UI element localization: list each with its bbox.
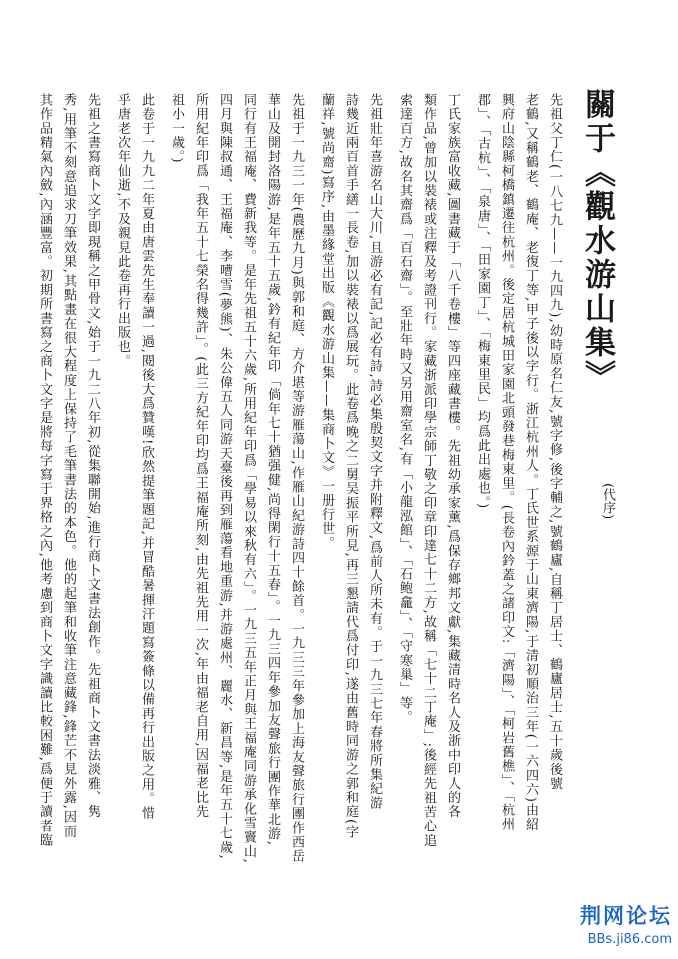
forum-watermark <box>580 900 672 947</box>
text-column: 先祖壯年喜游名山大川,且游必有記,記必有詩,詩必集殷契文字并附釋文,爲前人所未有。于一九三七年春將所集紀游 <box>367 93 382 811</box>
text-column: 此卷于一九九二年夏由唐雲先生奉讀一過,閱後大爲贊嘆!欣然提筆題記,并冒酷暑揮汗題寫簽條以備再行出版之用。惜 <box>139 93 154 821</box>
text-column: 郡」、「古杭」、「泉唐」、「田家園丁」、「梅東里民」均爲此出處也。) <box>475 93 490 510</box>
text-column: 秀,用筆不刻意追求刀筆效果,其點畫在很大程度上保持了毛筆書法的本色。他的起筆和收筆注意藏鋒,鋒芒不見外露,因而 <box>61 93 76 839</box>
text-column: 先祖于一九三一年(農歷九月)與郭和庭、方介堪等游雁蕩山,作雁山紀游詩四十餘首。一九三三年參加上海友聲旅行團作西岳 <box>289 93 304 864</box>
text-column: 詩幾近兩百首手繕一長卷,加以裝裱以爲展玩。此卷爲晚之二舅吴振平所見,再三懇請代爲付印,遂由舊時同游之郭和庭(字 <box>343 93 358 840</box>
text-column: 祖小一歲。) <box>169 93 184 164</box>
watermark-name: 荆网论坛 <box>580 904 672 928</box>
text-column: 乎唐老次年仙逝,不及親見此卷再行出版也。 <box>115 93 130 369</box>
text-column: 類作品,曾加以裝裱或注釋及考證刊行。家藏浙派印學宗師丁敬之印章印達七十二方,故稱「七十二丁庵」;後經先祖苦心追 <box>421 93 436 848</box>
article-title: 關于《觀水游山集》 <box>579 88 615 394</box>
text-column: 四月與陳叔通、王福庵、李嘈雪(夢熊)、朱公偉五人同游天臺後再到雁蕩看地重游,并游處州、麗水、新昌等,是年五十七歲, <box>217 93 232 860</box>
article-subtitle: (代序) <box>600 483 615 520</box>
text-column: 蘭祥,號尚齋)寫序,由墨緣堂出版《觀水游山集——集商卜文》一册行世。 <box>319 93 334 551</box>
text-column: 同行有王福庵、費新我等。是年先祖五十六歲,所用紀年印爲「學易以來秋有六」。一九三五年正月與王福庵同游承化雪竇山, <box>241 93 256 864</box>
text-column: 興府山陰縣柯橋鎮遷往杭州。後定居杭城田家園北頭發巷梅東里。(長卷內鈐蓋之諸印文:「濟陽」、「柯岩舊樵」、「杭州 <box>499 93 514 832</box>
watermark-url: BBs.ji86.com <box>587 932 672 947</box>
text-column: 其作品精氣內斂,內涵豐富。初期所書寫之商卜文字是將每字寫于界格之內,他考慮到商卜文字識讀比較困難,爲便于讀者臨 <box>37 93 52 848</box>
text-column: 所用紀年印爲「我年五十七榮名得幾許」。(此三方紀年印均爲王福庵所刻,由先祖先用一次,年由福老自用,因福老比先 <box>193 93 208 819</box>
text-column: 丁氏家族富收藏,圖書藏于「八千卷樓」等四座藏書樓。先祖幼承家薰,爲保存鄉邦文獻,集藏清時名人及浙中印人的各 <box>445 93 460 819</box>
text-column: 索達百方,故名其齋爲「百石齋」。至壯年時又另用齋室名,有「小龍泓館」、「石鲍龕」、「守寒巢」等。 <box>397 93 412 725</box>
text-column: 華山及開封洛陽游,是年五十五歲,鈐有紀年印「倘年七十猶强健,尚得閑行十五春」。一九三四年參加友聲旅行團作華北游, <box>265 93 280 847</box>
text-column: 老鶴,又稱鶴老、鶴庵、老復丁等,甲子後以字行。浙江杭州人。丁氏世系源于山東濟陽,于清初順治三年(一六四六)由紹 <box>523 93 538 832</box>
text-column: 先祖之書寫商卜文字即現稱之甲骨文,始于一九二八年初,從集聯開始,進行商卜文書法創作。先祖商卜文書法淡雅、隽 <box>85 93 100 819</box>
text-column: 先祖父丁仁(一八七九——一九四九),幼時原名仁友,號字修,後字輔之,號鶴廬,自稱丁居士、鶴廬居士,五十歲後號 <box>547 93 562 791</box>
